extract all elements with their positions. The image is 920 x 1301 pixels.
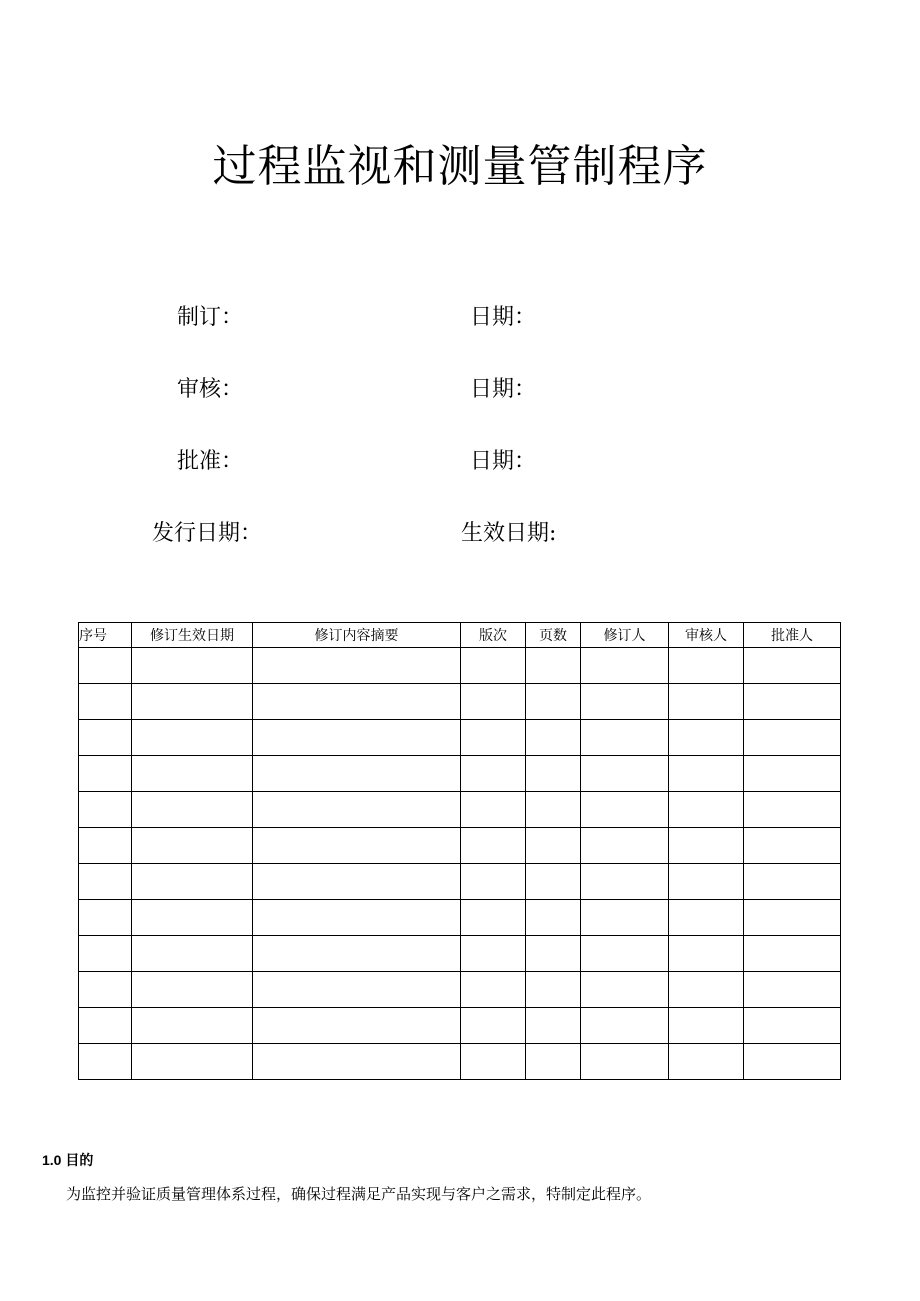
table-cell bbox=[79, 828, 132, 864]
table-cell bbox=[581, 792, 669, 828]
drafted-date-label: 日期： bbox=[470, 305, 537, 330]
section-purpose-body: 为监控并验证质量管理体系过程，确保过程满足产品实现与客户之需求，特制定此程序。 bbox=[66, 1185, 652, 1203]
table-row bbox=[79, 684, 841, 720]
table-cell bbox=[744, 1044, 841, 1080]
table-cell bbox=[581, 1044, 669, 1080]
table-cell bbox=[669, 936, 744, 972]
table-cell bbox=[461, 936, 526, 972]
table-cell bbox=[526, 936, 581, 972]
header-approved-by: 批准人 bbox=[744, 623, 841, 648]
table-cell bbox=[669, 972, 744, 1008]
table-cell bbox=[79, 648, 132, 684]
table-cell bbox=[581, 1008, 669, 1044]
table-cell bbox=[744, 684, 841, 720]
table-cell bbox=[132, 720, 253, 756]
table-cell bbox=[581, 936, 669, 972]
table-row bbox=[79, 1044, 841, 1080]
table-cell bbox=[461, 972, 526, 1008]
table-row bbox=[79, 828, 841, 864]
approved-date-label: 日期： bbox=[470, 449, 537, 474]
header-revision-summary: 修订内容摘要 bbox=[253, 623, 461, 648]
table-cell bbox=[581, 684, 669, 720]
table-cell bbox=[461, 792, 526, 828]
table-row bbox=[79, 648, 841, 684]
table-cell bbox=[526, 828, 581, 864]
table-cell bbox=[132, 828, 253, 864]
table-cell bbox=[744, 1008, 841, 1044]
table-cell bbox=[669, 720, 744, 756]
table-cell bbox=[461, 1008, 526, 1044]
table-cell bbox=[744, 972, 841, 1008]
table-cell bbox=[253, 972, 461, 1008]
table-cell bbox=[253, 900, 461, 936]
table-cell bbox=[253, 684, 461, 720]
table-cell bbox=[744, 936, 841, 972]
header-reviewed-by: 审核人 bbox=[669, 623, 744, 648]
table-cell bbox=[253, 792, 461, 828]
table-cell bbox=[132, 864, 253, 900]
document-title: 过程监视和测量管制程序 bbox=[212, 141, 708, 192]
effective-date-label: 生效日期: bbox=[461, 521, 557, 546]
approved-label: 批准： bbox=[177, 449, 244, 474]
table-cell bbox=[744, 900, 841, 936]
table-cell bbox=[581, 648, 669, 684]
table-cell bbox=[253, 1008, 461, 1044]
table-cell bbox=[461, 684, 526, 720]
table-cell bbox=[79, 1008, 132, 1044]
table-cell bbox=[744, 648, 841, 684]
table-cell bbox=[669, 792, 744, 828]
table-cell bbox=[253, 828, 461, 864]
table-cell bbox=[744, 756, 841, 792]
table-cell bbox=[581, 900, 669, 936]
table-cell bbox=[253, 864, 461, 900]
table-cell bbox=[132, 792, 253, 828]
table-cell bbox=[581, 756, 669, 792]
table-cell bbox=[79, 792, 132, 828]
table-cell bbox=[79, 972, 132, 1008]
table-cell bbox=[461, 1044, 526, 1080]
header-effective-date: 修订生效日期 bbox=[132, 623, 253, 648]
reviewed-label: 审核： bbox=[177, 377, 244, 402]
table-cell bbox=[132, 936, 253, 972]
table-cell bbox=[526, 1044, 581, 1080]
header-serial-no: 序号 bbox=[79, 623, 132, 648]
table-cell bbox=[79, 684, 132, 720]
table-cell bbox=[669, 1044, 744, 1080]
table-row bbox=[79, 792, 841, 828]
table-cell bbox=[669, 684, 744, 720]
table-cell bbox=[79, 756, 132, 792]
table-cell bbox=[253, 936, 461, 972]
table-cell bbox=[526, 648, 581, 684]
table-cell bbox=[461, 828, 526, 864]
table-cell bbox=[79, 936, 132, 972]
table-cell bbox=[461, 756, 526, 792]
table-cell bbox=[526, 972, 581, 1008]
table-cell bbox=[744, 864, 841, 900]
header-version: 版次 bbox=[461, 623, 526, 648]
table-row bbox=[79, 720, 841, 756]
table-cell bbox=[132, 1008, 253, 1044]
table-cell bbox=[132, 684, 253, 720]
table-cell bbox=[253, 756, 461, 792]
table-cell bbox=[79, 900, 132, 936]
table-cell bbox=[132, 1044, 253, 1080]
table-header-row bbox=[79, 623, 841, 648]
revision-history-table bbox=[78, 622, 841, 1080]
table-cell bbox=[461, 648, 526, 684]
reviewed-date-label: 日期： bbox=[470, 377, 537, 402]
table-cell bbox=[526, 756, 581, 792]
table-row bbox=[79, 1008, 841, 1044]
table-cell bbox=[253, 720, 461, 756]
table-cell bbox=[132, 900, 253, 936]
section-purpose-heading: 1.0 目的 bbox=[42, 1152, 94, 1168]
table-cell bbox=[461, 864, 526, 900]
table-cell bbox=[461, 720, 526, 756]
table-cell bbox=[253, 648, 461, 684]
table-cell bbox=[669, 864, 744, 900]
table-cell bbox=[132, 648, 253, 684]
table-cell bbox=[526, 864, 581, 900]
table-cell bbox=[581, 828, 669, 864]
header-revised-by: 修订人 bbox=[581, 623, 669, 648]
table-row bbox=[79, 756, 841, 792]
table-cell bbox=[526, 1008, 581, 1044]
table-cell bbox=[79, 864, 132, 900]
table-cell bbox=[526, 792, 581, 828]
table-cell bbox=[669, 828, 744, 864]
drafted-label: 制订： bbox=[177, 305, 244, 330]
table-cell bbox=[132, 972, 253, 1008]
table-cell bbox=[132, 756, 253, 792]
issue-date-label: 发行日期： bbox=[152, 521, 263, 546]
table-cell bbox=[669, 900, 744, 936]
table-cell bbox=[79, 720, 132, 756]
table-cell bbox=[526, 720, 581, 756]
table-cell bbox=[669, 648, 744, 684]
table-cell bbox=[581, 972, 669, 1008]
table-cell bbox=[744, 792, 841, 828]
table-cell bbox=[744, 828, 841, 864]
table-row bbox=[79, 936, 841, 972]
table-cell bbox=[79, 1044, 132, 1080]
table-row bbox=[79, 864, 841, 900]
table-cell bbox=[461, 900, 526, 936]
table-cell bbox=[526, 900, 581, 936]
table-cell bbox=[581, 720, 669, 756]
table-cell bbox=[669, 756, 744, 792]
table-cell bbox=[526, 684, 581, 720]
table-cell bbox=[253, 1044, 461, 1080]
table-cell bbox=[744, 720, 841, 756]
table-cell bbox=[581, 864, 669, 900]
table-row bbox=[79, 900, 841, 936]
table-row bbox=[79, 972, 841, 1008]
table-cell bbox=[669, 1008, 744, 1044]
header-page-count: 页数 bbox=[526, 623, 581, 648]
